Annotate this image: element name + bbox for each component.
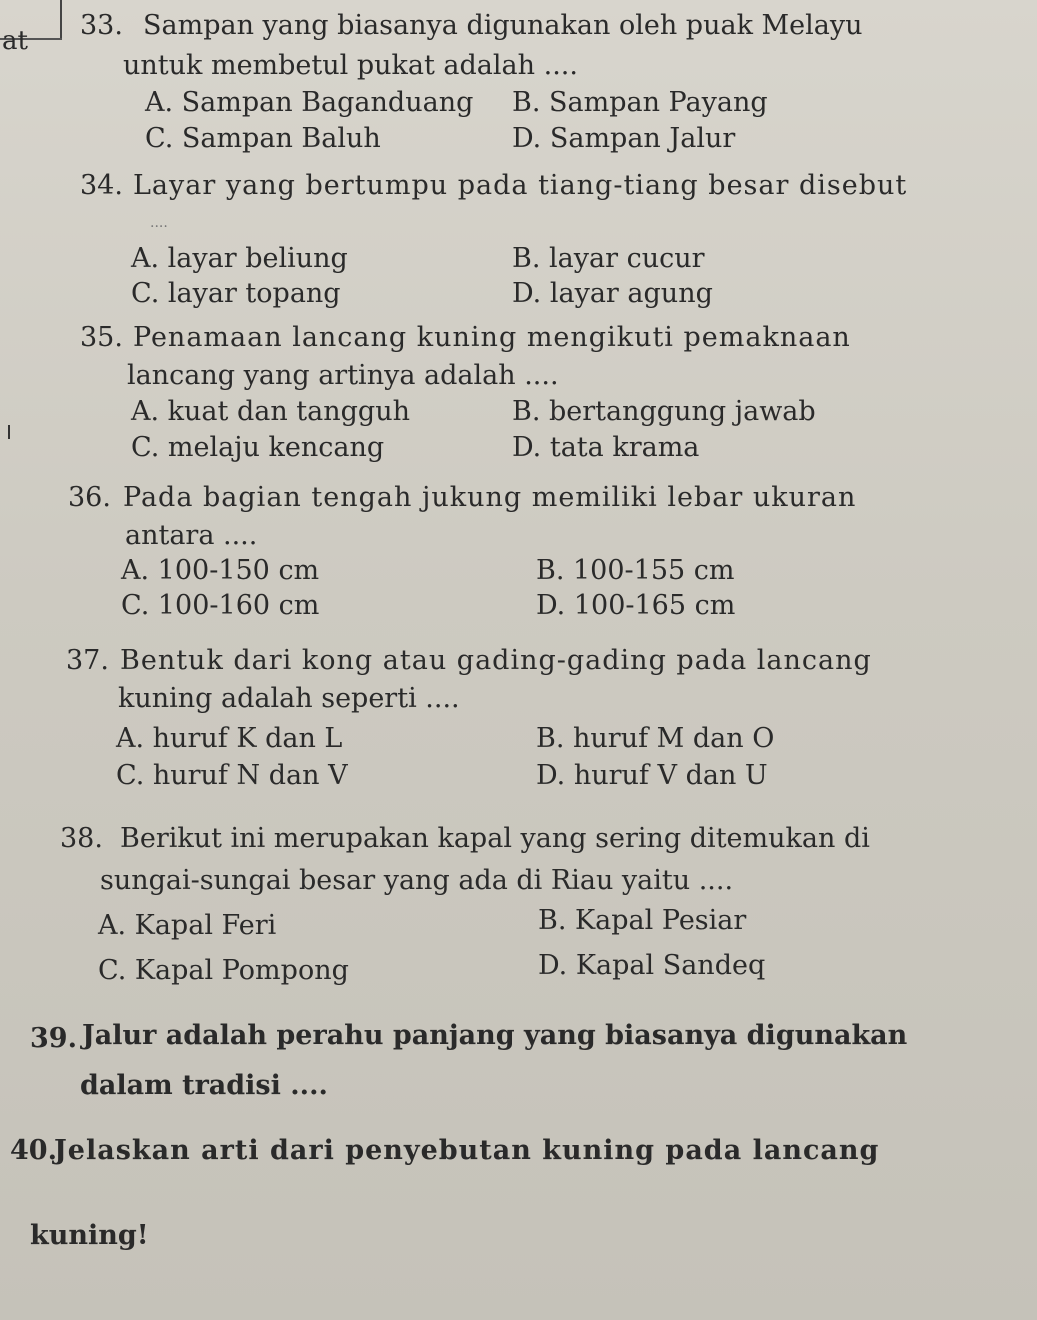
question-text-line: Pada bagian tengah jukung memiliki lebar ukuran [123,482,857,513]
option-d: D. Sampan Jalur [512,123,736,154]
option-d: D. Kapal Sandeq [538,950,766,981]
question-number: 34. [80,170,123,201]
question-number: 37. [66,645,109,676]
question-text-line: dalam tradisi .... [80,1070,328,1101]
option-a: A. Sampan Baganduang [145,87,474,118]
question-text-line: Penamaan lancang kuning mengikuti pemaknaan [133,322,851,353]
option-d: D. tata krama [512,432,700,463]
option-b: B. 100-155 cm [536,555,735,586]
option-d: D. huruf V dan U [536,760,768,791]
question-text-line: Layar yang bertumpu pada tiang-tiang besar disebut [133,170,908,201]
option-c: C. layar topang [131,278,341,309]
question-number: 40. [10,1135,57,1166]
question-text-line: antara .... [125,520,258,551]
question-text-line: Berikut ini merupakan kapal yang sering ditemukan di [120,823,870,854]
option-b: B. layar cucur [512,243,705,274]
margin-mark [8,425,10,439]
question-text-line: kuning adalah seperti .... [118,683,460,714]
option-b: B. bertanggung jawab [512,396,816,427]
margin-line [60,0,62,40]
option-a: A. 100-150 cm [121,555,320,586]
option-a: A. layar beliung [131,243,348,274]
margin-text-fragment: at [2,26,28,56]
option-c: C. Kapal Pompong [98,955,349,986]
option-b: B. Sampan Payang [512,87,768,118]
question-number: 39. [30,1023,77,1054]
question-text-line: sungai-sungai besar yang ada di Riau yaitu .... [100,865,734,896]
option-d: D. layar agung [512,278,713,309]
option-c: C. melaju kencang [131,432,385,463]
question-text-line: Jalur adalah perahu panjang yang biasanya digunakan [82,1020,908,1051]
question-text-line: untuk membetul pukat adalah .... [123,50,578,81]
question-number: 35. [80,322,123,353]
question-text-line: .... [150,215,168,231]
option-a: A. Kapal Feri [98,910,277,941]
question-number: 33. [80,10,123,41]
question-text-line: Jelaskan arti dari penyebutan kuning pada lancang [54,1135,880,1166]
question-number: 36. [68,482,111,513]
question-number: 38. [60,823,103,854]
option-b: B. huruf M dan O [536,723,775,754]
question-text-line: Sampan yang biasanya digunakan oleh puak Melayu [143,10,863,41]
option-c: C. 100-160 cm [121,590,320,621]
question-text-line: lancang yang artinya adalah .... [127,360,559,391]
option-c: C. Sampan Baluh [145,123,381,154]
question-text-line: kuning! [30,1220,149,1251]
question-text-line: Bentuk dari kong atau gading-gading pada lancang [120,645,872,676]
option-c: C. huruf N dan V [116,760,348,791]
option-a: A. kuat dan tangguh [131,396,410,427]
option-b: B. Kapal Pesiar [538,905,747,936]
option-a: A. huruf K dan L [116,723,343,754]
option-d: D. 100-165 cm [536,590,736,621]
